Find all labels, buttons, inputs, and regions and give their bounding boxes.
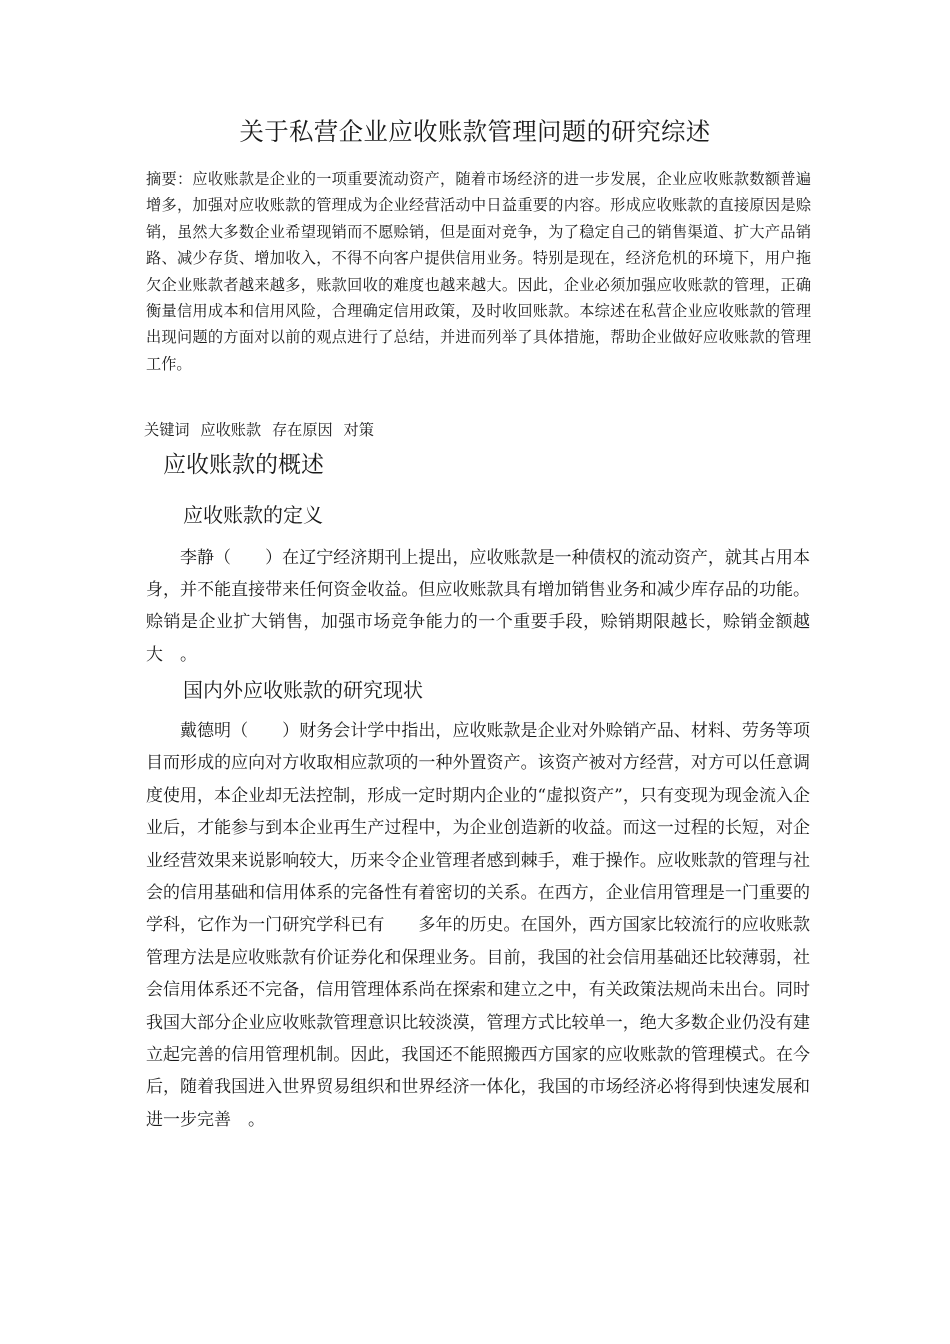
subsection-heading-definition: 应收账款的定义 bbox=[183, 503, 323, 527]
keywords-label: 关键词 bbox=[144, 421, 190, 439]
definition-paragraph: 李静（ ）在辽宁经济期刊上提出，应收账款是一种债权的流动资产，就其占用本身，并不能直接带来任何资金收益。但应收账款具有增加销售业务和减少库存品的功能。赊销是企业扩大销售，加强市场竞争能力的一个重要手段，赊销期限越长，赊销金额越大 。 bbox=[146, 548, 810, 665]
subsection-heading-research-status: 国内外应收账款的研究现状 bbox=[183, 678, 423, 702]
keyword-item: 存在原因 bbox=[271, 421, 333, 439]
keywords-line bbox=[144, 418, 380, 442]
research-status-paragraph: 戴德明（ ）财务会计学中指出，应收账款是企业对外赊销产品、材料、劳务等项目而形成的应向对方收取相应款项的一种外置资产。该资产被对方经营，对方可以任意调度使用，本企业却无法控制，形成一定时期内企业的“虚拟资产”，只有变现为现金流入企业后，才能参与到本企业再生产过程中，为企业创造新的收益。而这一过程的长短，对企业经营效果来说影响较大，历来令企业管理者感到棘手，难于操作。应收账款的管理与社会的信用基础和信用体系的完备性有着密切的关系。在西方，企业信用管理是一门重要的学科，它作为一门研究学科已有 多年的历史。在国外，西方国家比较流行的应收账款管理方法是应收账款有价证券化和保理业务。目前，我国的社会信用基础还比较薄弱，社会信用体系还不完备，信用管理体系尚在探索和建立之中，有关政策法规尚未出台。同时我国大部分企业应收账款管理意识比较淡漠，管理方式比较单一，绝大多数企业仍没有建立起完善的信用管理机制。因此，我国还不能照搬西方国家的应收账款的管理模式。在今后，随着我国进入世界贸易组织和世界经济一体化，我国的市场经济必将得到快速发展和进一步完善 。 bbox=[146, 721, 810, 1130]
document-title: 关于私营企业应收账款管理问题的研究综述 bbox=[239, 117, 711, 146]
section-heading: 应收账款的概述 bbox=[163, 452, 324, 478]
abstract-paragraph: 摘要：应收账款是企业的一项重要流动资产，随着市场经济的进一步发展，企业应收账款数额普遍增多，加强对应收账款的管理成为企业经营活动中日益重要的内容。形成应收账款的直接原因是赊销，虽然大多数企业希望现销而不愿赊销，但是面对竞争，为了稳定自己的销售渠道、扩大产品销路、减少存货、增加收入，不得不向客户提供信用业务。特别是现在，经济危机的环境下，用户拖欠企业账款者越来越多，账款回收的难度也越来越大。因此，企业必须加强应收账款的管理，正确衡量信用成本和信用风险，合理确定信用政策，及时收回账款。本综述在私营企业应收账款的管理出现问题的方面对以前的观点进行了总结，并进而列举了具体措施，帮助企业做好应收账款的管理工作。 bbox=[146, 170, 811, 373]
keyword-item: 对策 bbox=[343, 421, 374, 439]
keyword-item: 应收账款 bbox=[200, 421, 262, 439]
